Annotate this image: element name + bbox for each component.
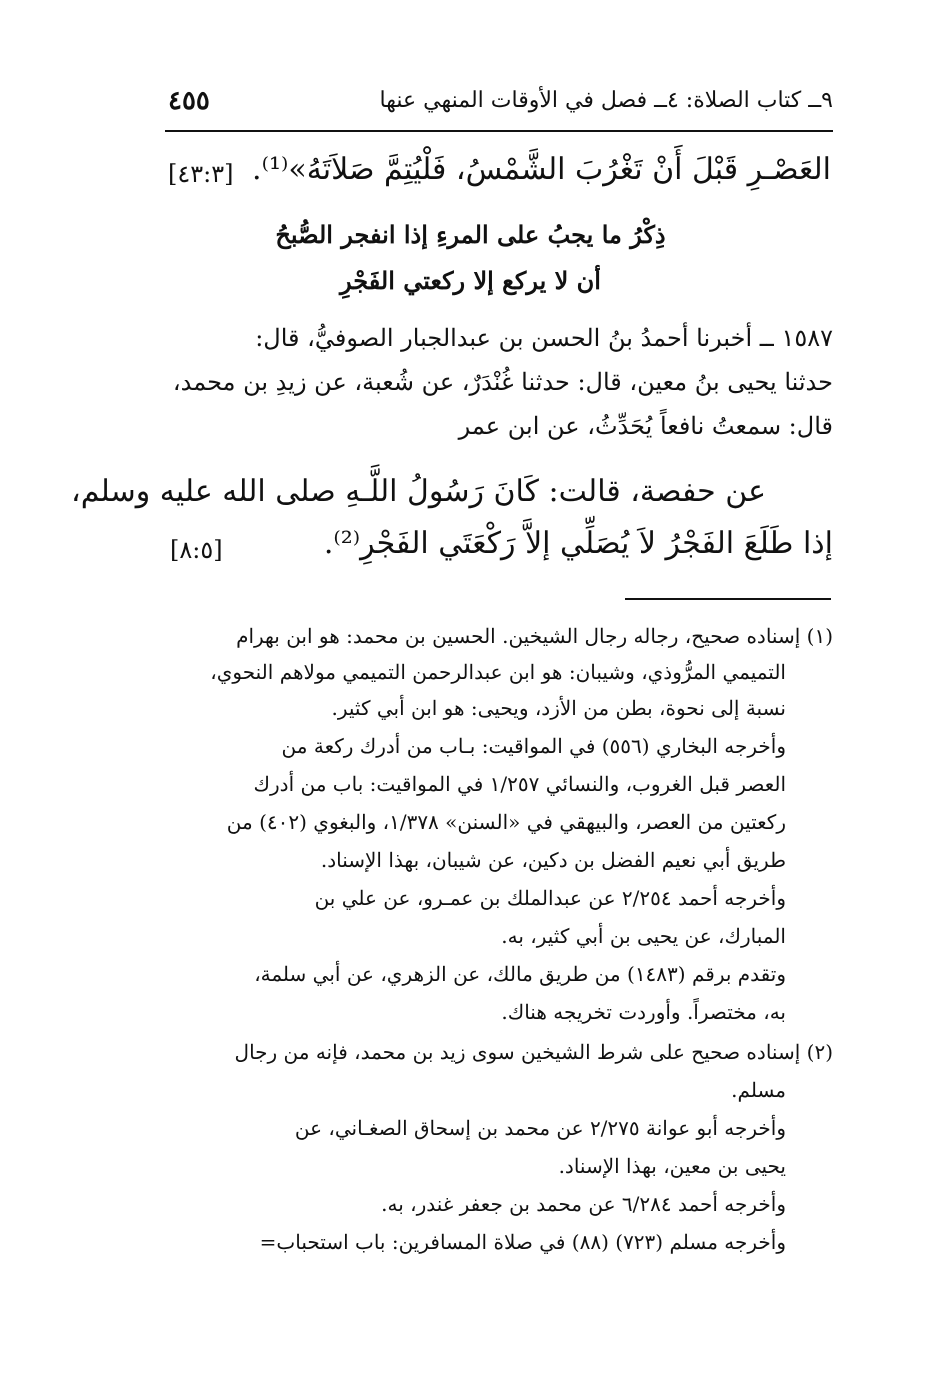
footnote-line: به، مختصراً. وأوردت تخريجه هناك. xyxy=(501,1000,786,1024)
footnote-line: يحيى بن معين، بهذا الإسناد. xyxy=(558,1154,786,1178)
footnote-line: طريق أبي نعيم الفضل بن دكين، عن شيبان، بهذا الإسناد. xyxy=(320,848,786,872)
page-number: ٤٥٥ xyxy=(168,86,210,116)
matn-line-2: إذا طَلَعَ الفَجْرُ لاَ يُصَلِّي إلاَّ رَكْعَتَي الفَجْرِ⁽²⁾. xyxy=(323,526,833,561)
chapter-heading-line-1: ذِكْرُ ما يجبُ على المرءِ إذا انفجر الصُّبحُ xyxy=(275,220,666,249)
footnote-line: (٢) إسناده صحيح على شرط الشيخين سوى زيد بن محمد، فإنه من رجال xyxy=(234,1040,833,1064)
isnad-line-2: حدثنا يحيى بنُ معين، قال: حدثنا غُنْدَرٌ، عن شُعبة، عن زيدِ بن محمد، xyxy=(172,368,833,396)
running-header-title: ٩ــ كتاب الصلاة: ٤ــ فصل في الأوقات المنهي عنها xyxy=(379,88,833,113)
continuation-text: العَصْـرِ قَبْلَ أَنْ تَغْرُبَ الشَّمْسُ، فَلْيُتِمَّ صَلاَتَهُ»⁽¹⁾. xyxy=(252,152,831,187)
footnote-line: مسلم. xyxy=(731,1078,786,1102)
footnote-line: ركعتين من العصر، والبيهقي في «السنن» ١/٣٧٨، والبغوي (٤٠٢) من xyxy=(226,810,786,834)
footnote-line: وأخرجه أحمد ٢/٢٥٤ عن عبدالملك بن عمـرو، عن علي بن xyxy=(314,886,786,910)
footnote-line: نسبة إلى نحوة، بطن من الأزد، ويحيى: هو ابن أبي كثير. xyxy=(331,696,786,720)
footnote-line: وأخرجه أحمد ٦/٢٨٤ عن محمد بن جعفر غندر، به. xyxy=(381,1192,786,1216)
footnote-line: وأخرجه أبو عوانة ٢/٢٧٥ عن محمد بن إسحاق الصغـاني، عن xyxy=(294,1116,786,1140)
matn-line-1: عن حفصة، قالت: كَانَ رَسُولُ اللَّـهِ صلى الله عليه وسلم، xyxy=(71,474,766,509)
footnote-line: (١) إسناده صحيح، رجاله رجال الشيخين. الحسين بن محمد: هو ابن بهرام xyxy=(236,624,833,648)
isnad-line-3: قال: سمعتُ نافعاً يُحَدِّثُ، عن ابن عمر xyxy=(458,412,833,440)
continuation-reference: [٤٣:٣] xyxy=(168,160,234,188)
footnote-divider xyxy=(625,598,831,600)
isnad-line-1: ١٥٨٧ ــ أخبرنا أحمدُ بنُ الحسن بن عبدالجبار الصوفيُّ، قال: xyxy=(255,324,833,352)
footnote-line: العصر قبل الغروب، والنسائي ١/٢٥٧ في المواقيت: باب من أدرك xyxy=(253,772,786,796)
footnote-line: وتقدم برقم (١٤٨٣) من طريق مالك، عن الزهري، عن أبي سلمة، xyxy=(254,962,786,986)
footnote-line: المبارك، عن يحيى بن أبي كثير، به. xyxy=(501,924,786,948)
matn-reference: [٨:٥] xyxy=(170,536,223,564)
footnote-line: التميمي المرُّوذي، وشيبان: هو ابن عبدالرحمن التميمي مولاهم النحوي، xyxy=(210,660,786,684)
chapter-heading-line-2: أن لا يركع إلا ركعتي الفَجْرِ xyxy=(340,266,601,295)
footnote-line: وأخرجه مسلم (٧٢٣) (٨٨) في صلاة المسافرين: باب استحباب= xyxy=(259,1230,786,1254)
header-divider xyxy=(165,130,833,132)
footnote-line: وأخرجه البخاري (٥٥٦) في المواقيت: بـاب من أدرك ركعة من xyxy=(281,734,786,758)
